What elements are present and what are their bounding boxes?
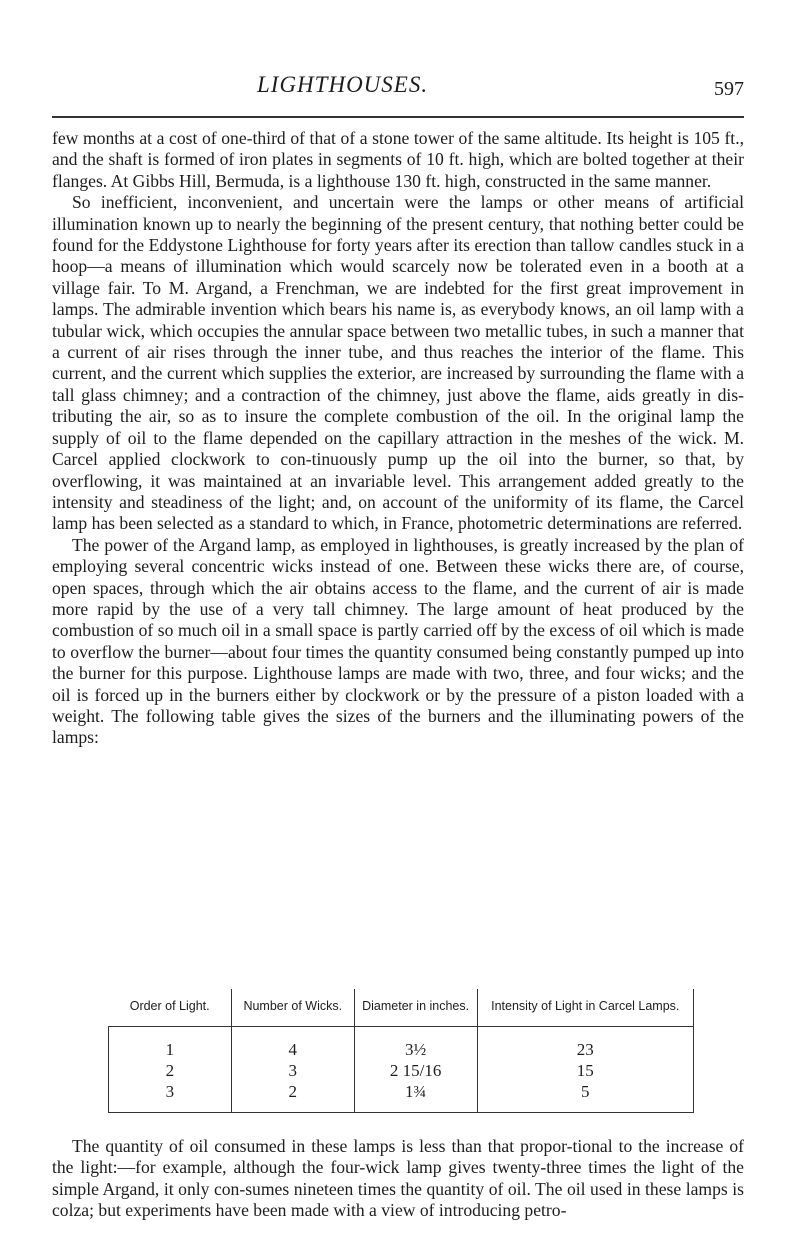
table-cell: 5 — [477, 1081, 693, 1113]
running-head — [52, 72, 744, 102]
paragraph-concentric-wicks: The power of the Argand lamp, as employed in lighthouses, is greatly increased by the plan of employing several concentric wicks instead of one. Between these wicks there are, of course, open spaces, through which the air obtains access to the flame, and the current of air is made more rapid by the use of a very tall chimney. The large amount of heat produced by the combustion of so much oil in a small space is partly carried off by the excess of oil which is made to overflow the burner—about four times the quantity consumed being constantly pumped up into the burner for this purpose. Lighthouse lamps are made with two, three, and four wicks; and the oil is forced up in the burners either by clockwork or by the pressure of a piston loaded with a weight. The following table gives the sizes of the burners and the illuminating powers of the lamps: — [52, 534, 744, 748]
table-cell: 2 15/16 — [354, 1060, 477, 1081]
table-cell: 2 — [109, 1060, 232, 1081]
table-cell: 1 — [109, 1027, 232, 1061]
col-header-diameter: Diameter in inches. — [354, 989, 477, 1027]
table-cell: 3 — [231, 1060, 354, 1081]
table-cell: 23 — [477, 1027, 693, 1061]
paragraph-continuation: few months at a cost of one-third of that of a stone tower of the same altitude. Its height is 105 ft., and the shaft is formed of iron plates in segments of 10 ft. high, which are bolted together at their flanges. At Gibbs Hill, Bermuda, is a lighthouse 130 ft. high, constructed in the same manner. — [52, 128, 744, 191]
table-row — [109, 1027, 694, 1061]
lamp-sizes-table — [108, 989, 694, 1113]
col-header-wicks: Number of Wicks. — [231, 989, 354, 1027]
table-cell: 3 — [109, 1081, 232, 1113]
table-cell: 4 — [231, 1027, 354, 1061]
col-header-intensity: Intensity of Light in Carcel Lamps. — [477, 989, 693, 1027]
table-row — [109, 1060, 694, 1081]
table-cell: 1¾ — [354, 1081, 477, 1113]
body-text — [52, 128, 744, 749]
paragraph-oil-consumption: The quantity of oil consumed in these lamps is less than that propor-tional to the increase of the light:—for example, although the four-wick lamp gives twenty-three times the light of the simple Argand, it only con-sumes nineteen times the quantity of oil. The oil used in these lamps is colza; but experiments have been made with a view of introducing petro- — [52, 1136, 744, 1221]
table-row — [109, 1081, 694, 1113]
page-number: 597 — [714, 78, 744, 100]
paragraph-argand: So inefficient, inconvenient, and uncertain were the lamps or other means of artificial illumination known up to nearly the beginning of the present century, that nothing better could be found for the Eddystone Lighthouse for forty years after its erection than tallow candles stuck in a hoop—a means of illumination which would scarcely now be tolerated even in a booth at a village fair. To M. Argand, a Frenchman, we are indebted for the first great improvement in lamps. The admirable invention which bears his name is, as everybody knows, an oil lamp with a tubular wick, which occupies the annular space between two metallic tubes, in such a manner that a current of air rises through the inner tube, and thus reaches the interior of the flame. This current, and the current which supplies the exterior, are increased by surrounding the flame with a tall glass chimney; and a contraction of the chimney, just above the flame, aids greatly in dis-tributing the air, so as to insure the complete combustion of the oil. In the original lamp the supply of oil to the flame depended on the capillary attraction in the meshes of the wick. M. Carcel applied clockwork to con-tinuously pump up the oil into the burner, so that, by overflowing, it was maintained at an invariable level. This arrangement added greatly to the intensity and steadiness of the light; and, on account of the uniformity of its flame, the Carcel lamp has been selected as a standard to which, in France, photometric determinations are referred. — [52, 192, 744, 534]
closing-text — [52, 1136, 744, 1222]
table-cell: 15 — [477, 1060, 693, 1081]
lamp-table-container — [108, 989, 694, 1113]
col-header-order: Order of Light. — [109, 989, 232, 1027]
table-cell: 3½ — [354, 1027, 477, 1061]
header-rule — [52, 116, 744, 118]
table-header-row — [109, 989, 694, 1027]
table-cell: 2 — [231, 1081, 354, 1113]
running-title: LIGHTHOUSES. — [257, 72, 429, 97]
